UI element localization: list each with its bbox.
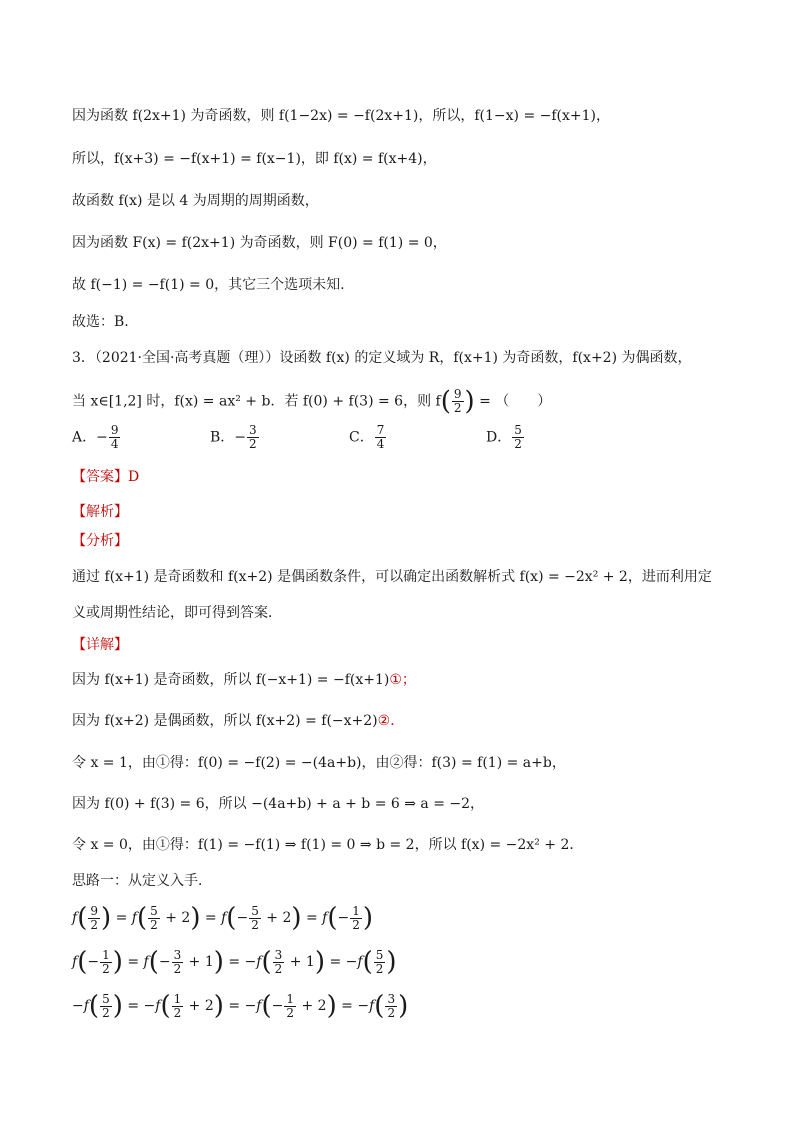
eq3-frac-a-den: 2 bbox=[102, 1005, 110, 1020]
eq1-f3: f bbox=[221, 910, 227, 926]
eq2-minus2: − bbox=[158, 954, 171, 970]
eq1-frac-c-den: 2 bbox=[251, 917, 259, 932]
option-b-den: 2 bbox=[249, 437, 257, 451]
frac-9-2 bbox=[452, 388, 464, 415]
eq3-eq-1: = bbox=[122, 998, 144, 1014]
eq3-frac-c-den: 2 bbox=[286, 1005, 295, 1020]
eq2-eq-2: = bbox=[223, 954, 245, 970]
eq3-rp2: ) bbox=[213, 991, 224, 1021]
condition-text: 当 x∈[1,2] 时，f(x) = ax² + b．若 f(0) + f(3) = 6，则 f bbox=[72, 393, 441, 410]
eq3-plus2b: + 2 bbox=[297, 998, 327, 1014]
eq3-frac-d bbox=[385, 993, 397, 1020]
detail-line-5: 令 x = 0，由①得：f(1) = −f(1) ⇒ f(1) = 0 ⇒ b = 2，所以 f(x) = −2x² + 2． bbox=[72, 837, 584, 853]
eq2-minus: − bbox=[87, 954, 100, 970]
eq3-frac-b bbox=[172, 993, 184, 1020]
option-c-num: 7 bbox=[376, 423, 385, 437]
eq2-lp2: ( bbox=[148, 947, 159, 977]
jiexi-tag: 【解析】 bbox=[72, 504, 128, 520]
eq2-frac-a-den: 2 bbox=[102, 961, 110, 976]
eq1-rp3: ) bbox=[291, 903, 302, 933]
fenxi-tag: 【分析】 bbox=[72, 533, 128, 549]
line-1: 因为函数 f(2x+1) 为奇函数，则 f(1−2x) = −f(2x+1)，所以，f(1−x) = −f(x+1)， bbox=[72, 108, 610, 124]
eq1-frac-c-num: 5 bbox=[251, 903, 259, 918]
option-c bbox=[349, 424, 387, 451]
line-5: 故 f(−1) = −f(1) = 0，其它三个选项未知. bbox=[72, 277, 345, 293]
eq1-f4: f bbox=[322, 910, 328, 926]
detail-line-4: 因为 f(0) + f(3) = 6，所以 −(4a+b) + a + b = 6 ⇒ a = −2， bbox=[72, 796, 485, 812]
eq2-mf2: −f bbox=[345, 954, 363, 970]
detail-1-text: 因为 f(x+1) 是奇函数，所以 f(−x+1) = −f(x+1) bbox=[72, 672, 390, 688]
fenxi-line-1: 通过 f(x+1) 是奇函数和 f(x+2) 是偶函数条件，可以确定出函数解析式 f(x) = −2x² + 2，进而利用定 bbox=[72, 569, 712, 585]
eq2-frac-c-den: 2 bbox=[274, 961, 283, 976]
eq3-frac-b-num: 1 bbox=[173, 991, 182, 1006]
eq2-frac-c bbox=[273, 949, 285, 976]
option-d bbox=[486, 424, 525, 451]
eq2-frac-b-den: 2 bbox=[173, 961, 182, 976]
option-a-den: 4 bbox=[110, 437, 119, 451]
option-a-frac bbox=[109, 424, 121, 451]
paren-left: ( bbox=[440, 386, 451, 417]
eq3-frac-a bbox=[100, 993, 112, 1020]
option-b-frac bbox=[247, 424, 259, 451]
eq2-lp: ( bbox=[77, 947, 88, 977]
eq3-frac-a-num: 5 bbox=[102, 991, 110, 1006]
eq1-eq-3: = bbox=[301, 910, 323, 926]
eq2-rp3: ) bbox=[314, 947, 325, 977]
eq2-f: f bbox=[72, 954, 78, 970]
option-b-label: B．− bbox=[210, 429, 247, 446]
detail-2-text: 因为 f(x+2) 是偶函数，所以 f(x+2) = f(−x+2) bbox=[72, 713, 378, 729]
eq1-lp2: ( bbox=[136, 903, 148, 933]
eq1-plus2b: + 2 bbox=[261, 910, 292, 926]
eq2-mf: −f bbox=[244, 954, 262, 970]
eq1-frac-d-num: 1 bbox=[352, 903, 360, 918]
eq3-eq-2: = bbox=[223, 998, 245, 1014]
eq3-plus2: + 2 bbox=[184, 998, 214, 1014]
eq1-frac-d bbox=[350, 905, 362, 932]
option-d-frac bbox=[512, 424, 524, 451]
eq1-lp4: ( bbox=[327, 903, 338, 933]
eq1-minus: − bbox=[236, 910, 249, 926]
eq3-rp3: ) bbox=[326, 991, 337, 1021]
eq3-mf2: −f bbox=[143, 998, 161, 1014]
detail-line-3: 令 x = 1，由①得：f(0) = −f(2) = −(4a+b)，由②得：f(3) = f(1) = a+b， bbox=[72, 755, 566, 771]
eq3-rp4: ) bbox=[398, 991, 409, 1021]
eq2-frac-d-den: 2 bbox=[375, 961, 384, 976]
paren-right: ) bbox=[464, 386, 475, 417]
option-a bbox=[72, 424, 121, 451]
eq2-rp2: ) bbox=[213, 947, 224, 977]
line-6: 故选：B. bbox=[72, 314, 129, 330]
eq3-frac-d-num: 3 bbox=[387, 991, 396, 1006]
eq1-eq-1: = bbox=[111, 910, 132, 926]
eq1-rp2: ) bbox=[190, 903, 201, 933]
eq1-minus2: − bbox=[337, 910, 350, 926]
frac-den: 2 bbox=[453, 401, 462, 415]
eq2-rp: ) bbox=[112, 947, 123, 977]
eq2-frac-d bbox=[374, 949, 386, 976]
eq1-frac-d-den: 2 bbox=[352, 917, 360, 932]
detail-line-1 bbox=[72, 670, 416, 690]
question-3-condition bbox=[72, 388, 551, 415]
line-3: 故函数 f(x) 是以 4 为周期的周期函数， bbox=[72, 193, 319, 209]
eq1-rp: ) bbox=[100, 903, 112, 933]
eq3-eq-3: = bbox=[336, 998, 358, 1014]
eq3-lp: ( bbox=[88, 991, 100, 1021]
circled-2: ②． bbox=[377, 713, 405, 729]
eq2-frac-d-num: 5 bbox=[375, 947, 384, 962]
answer-tag: 【答案】D bbox=[72, 469, 140, 485]
option-b-num: 3 bbox=[249, 423, 257, 437]
circled-1: ①； bbox=[389, 672, 416, 688]
eq2-lp3: ( bbox=[261, 947, 272, 977]
eq2-eq-3: = bbox=[325, 954, 346, 970]
eq3-lp3: ( bbox=[261, 991, 272, 1021]
silu-heading: 思路一：从定义入手． bbox=[72, 873, 212, 889]
question-3-stem: 3．（2021·全国·高考真题（理））设函数 f(x) 的定义域为 R，f(x+1) 为奇函数，f(x+2) 为偶函数， bbox=[72, 350, 692, 366]
eq3-mf: −f bbox=[72, 998, 89, 1014]
option-d-label: D． bbox=[486, 429, 512, 446]
eq-row-3 bbox=[72, 986, 408, 1026]
eq2-plus1b: + 1 bbox=[285, 954, 315, 970]
eq2-eq-1: = bbox=[122, 954, 144, 970]
eq2-frac-b-num: 3 bbox=[173, 947, 182, 962]
option-d-num: 5 bbox=[514, 423, 522, 437]
eq1-plus2: + 2 bbox=[160, 910, 191, 926]
eq1-rp4: ) bbox=[362, 903, 374, 933]
eq1-lp: ( bbox=[77, 903, 88, 933]
eq3-mf4: −f bbox=[357, 998, 375, 1014]
eq3-frac-c bbox=[284, 993, 296, 1020]
eq2-frac-a-num: 1 bbox=[102, 947, 110, 962]
option-a-label: A．− bbox=[72, 429, 108, 446]
eq2-frac-b bbox=[172, 949, 184, 976]
eq3-lp2: ( bbox=[160, 991, 171, 1021]
xiangjie-tag: 【详解】 bbox=[72, 637, 128, 653]
blank-parens: = （ ） bbox=[474, 393, 552, 410]
line-2: 所以，f(x+3) = −f(x+1) = f(x−1)，即 f(x) = f(x+4)， bbox=[72, 151, 437, 167]
eq2-plus1: + 1 bbox=[184, 954, 214, 970]
detail-line-2 bbox=[72, 711, 404, 731]
eq1-f2: f bbox=[131, 910, 137, 926]
eq2-f2: f bbox=[143, 954, 149, 970]
eq3-minus: − bbox=[271, 998, 284, 1014]
fenxi-line-2: 义或周期性结论，即可得到答案． bbox=[72, 605, 282, 621]
eq3-lp4: ( bbox=[374, 991, 385, 1021]
eq1-lp3: ( bbox=[226, 903, 237, 933]
option-b bbox=[210, 424, 260, 451]
eq1-f: f bbox=[72, 910, 78, 926]
eq3-mf3: −f bbox=[244, 998, 262, 1014]
eq-row-2 bbox=[72, 942, 397, 982]
eq3-frac-b-den: 2 bbox=[173, 1005, 182, 1020]
eq1-frac-a-num: 9 bbox=[90, 903, 98, 918]
option-c-den: 4 bbox=[376, 437, 385, 451]
eq1-frac-a-den: 2 bbox=[90, 917, 98, 932]
eq1-frac-c bbox=[249, 905, 261, 932]
eq1-frac-b-den: 2 bbox=[150, 917, 158, 932]
line-4: 因为函数 F(x) = f(2x+1) 为奇函数，则 F(0) = f(1) = 0， bbox=[72, 235, 447, 251]
eq2-rp4: ) bbox=[386, 947, 397, 977]
eq2-lp4: ( bbox=[362, 947, 373, 977]
eq-row-1 bbox=[72, 898, 373, 938]
eq2-frac-a bbox=[100, 949, 112, 976]
eq2-frac-c-num: 3 bbox=[274, 947, 283, 962]
eq3-frac-c-num: 1 bbox=[286, 991, 295, 1006]
option-d-den: 2 bbox=[514, 437, 522, 451]
eq3-frac-d-den: 2 bbox=[387, 1005, 396, 1020]
eq3-rp: ) bbox=[112, 991, 123, 1021]
option-c-frac bbox=[375, 424, 387, 451]
frac-num: 9 bbox=[453, 387, 462, 401]
option-a-num: 9 bbox=[110, 423, 119, 437]
eq1-frac-a bbox=[88, 905, 100, 932]
eq1-eq-2: = bbox=[200, 910, 222, 926]
eq1-frac-b bbox=[148, 905, 160, 932]
eq1-frac-b-num: 5 bbox=[150, 903, 158, 918]
option-c-label: C． bbox=[349, 429, 374, 446]
